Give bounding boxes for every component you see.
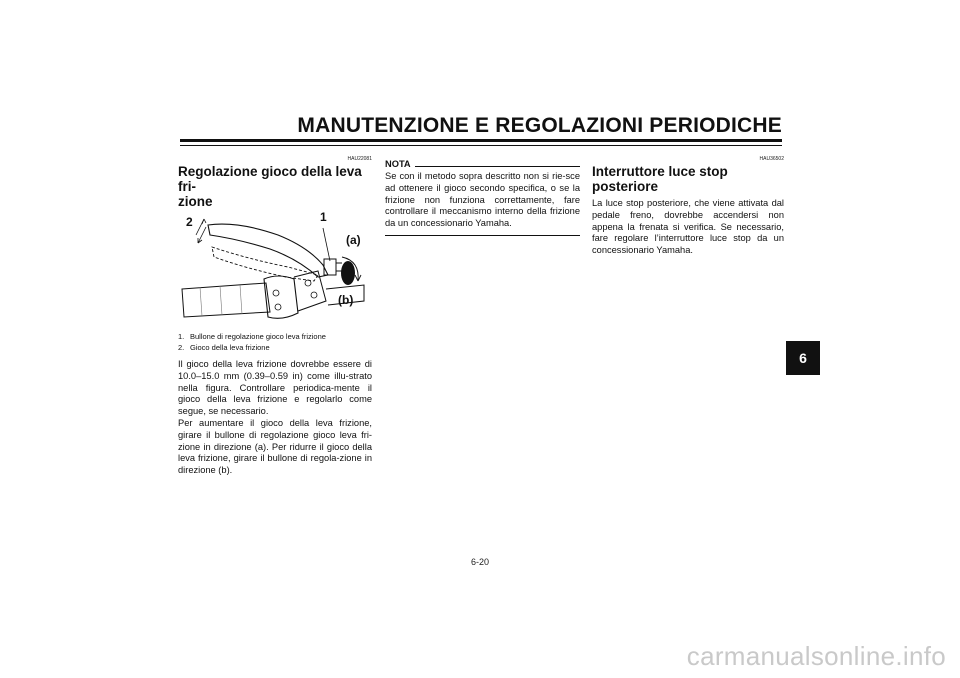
section-title-line2: zione: [178, 194, 213, 209]
callout-a: (a): [346, 233, 361, 247]
nota-bottom-rule: [385, 235, 580, 236]
callout-b: (b): [338, 293, 354, 307]
clutch-lever-drawing: [178, 213, 368, 325]
legend-item: [178, 342, 372, 353]
legend-item: [178, 331, 372, 342]
figure-legend: [178, 331, 372, 353]
callout-1: 1: [320, 210, 327, 224]
right-column: [592, 150, 784, 257]
callout-2: 2: [186, 215, 193, 229]
nota-rule: [415, 166, 580, 167]
page-number: 6-20: [470, 557, 489, 567]
legend-number: 2.: [178, 343, 185, 352]
left-column: [178, 150, 372, 477]
nota-box: [385, 159, 580, 236]
paragraph-brake-light: La luce stop posteriore, che viene attivata dal pedale freno, dovrebbe accendersi non appena la frenata si verifica. Se necessario, fare regolare l’interruttore luce stop da un concessionario Yamaha.: [592, 198, 784, 256]
clutch-lever-illustration: [178, 210, 368, 325]
section-code: HAU22081: [347, 156, 372, 162]
chapter-tab: 6: [786, 341, 820, 375]
section-title-clutch-lever: [178, 164, 372, 209]
paragraph-clutch-play: Il gioco della leva frizione dovrebbe essere di 10.0–15.0 mm (0.39–0.59 in) come illu-strato nella figura. Controllare periodica-mente il gioco della leva frizione e regolarlo come segue, se necessario.: [178, 359, 372, 417]
section-title-brake-light-switch: Interruttore luce stop posteriore: [592, 164, 728, 194]
nota-label: NOTA: [385, 159, 411, 169]
header-rule-thin: [180, 145, 782, 146]
section-code: HAU36502: [759, 156, 784, 162]
nota-header: [385, 159, 580, 169]
paragraph-adjust-direction: Per aumentare il gioco della leva frizione, girare il bullone di regolazione gioco leva fri-zione in direzione (a). Per ridurre il gioco della leva frizione, girare il bullone di regola-zione in direzione (b).: [178, 417, 372, 476]
nota-text: Se con il metodo sopra descritto non si rie-sce ad ottenere il gioco secondo specifica, o se la frizione non funziona correttamente, fare controllare il meccanismo interno della frizione da un concessionario Yamaha.: [385, 171, 580, 229]
legend-number: 1.: [178, 332, 185, 341]
legend-text: Bullone di regolazione gioco leva frizione: [190, 332, 326, 341]
legend-text: Gioco della leva frizione: [190, 343, 270, 352]
page-header-title: MANUTENZIONE E REGOLAZIONI PERIODICHE: [297, 114, 782, 137]
header-rule: [180, 139, 782, 142]
section-title-line1: Regolazione gioco della leva fri-: [178, 164, 362, 194]
middle-column: [385, 150, 580, 236]
watermark-text: carmanualsonline.info: [686, 641, 946, 671]
